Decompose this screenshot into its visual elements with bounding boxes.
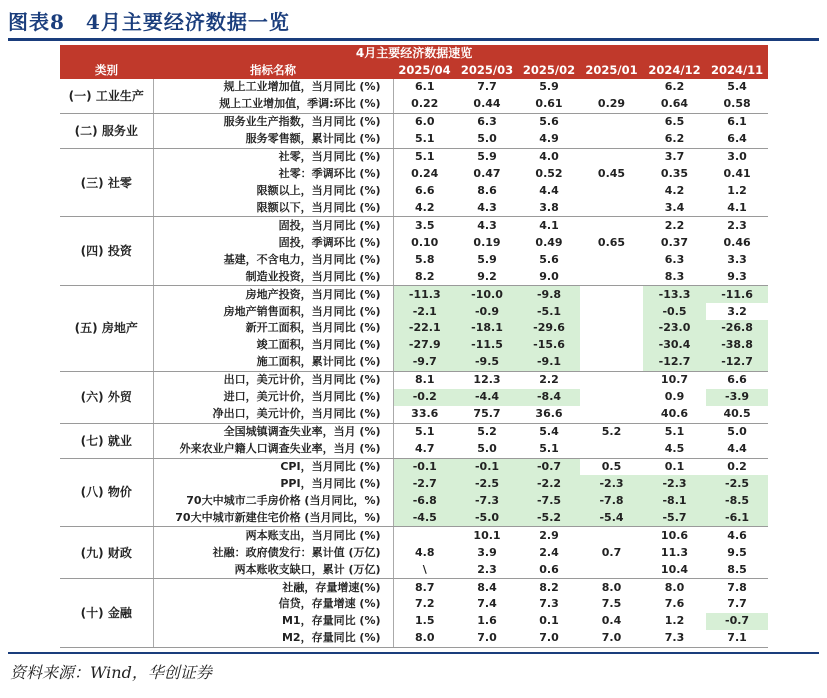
indicator-name: M2，存量同比 (%): [153, 630, 393, 647]
value-cell: -9.8: [518, 286, 580, 303]
value-cell: -6.1: [706, 509, 768, 526]
column-header: 2025/01: [580, 62, 643, 79]
value-cell: 4.6: [727, 528, 747, 542]
category-cell: (十) 金融: [60, 579, 153, 648]
value-cell: [580, 354, 643, 371]
value-cell: 2.3: [727, 218, 747, 232]
value-cell: 5.4: [727, 80, 747, 94]
table-row: [60, 389, 768, 406]
table-title: 4月主要经济数据速览: [60, 45, 768, 62]
value-cell: -8.1: [643, 492, 706, 509]
value-cell: -0.1: [393, 458, 456, 475]
value-cell: 0.46: [723, 235, 751, 249]
value-cell: [580, 131, 643, 148]
value-cell: 5.2: [477, 425, 497, 439]
indicator-name: 房地产投资，当月同比 (%): [153, 286, 393, 303]
value-cell: 7.0: [518, 630, 580, 647]
value-cell: 5.0: [727, 425, 747, 439]
value-cell: 4.1: [706, 199, 768, 216]
value-cell: -4.4: [456, 389, 518, 406]
value-cell: 6.1: [727, 115, 747, 129]
indicator-name: 限额以上，当月同比 (%): [153, 183, 393, 200]
value-cell: 12.3: [473, 373, 501, 387]
value-cell: -5.1: [518, 303, 580, 320]
value-cell: 5.1: [664, 425, 685, 439]
value-cell: 8.0: [664, 580, 685, 594]
value-cell: 9.2: [456, 268, 518, 285]
value-cell: 0.4: [601, 614, 622, 628]
value-cell: 7.3: [539, 597, 559, 611]
value-cell: 4.3: [477, 218, 497, 232]
value-cell: 8.7: [415, 580, 435, 594]
value-cell: 0.9: [664, 390, 685, 404]
value-cell: 3.3: [727, 252, 747, 266]
value-cell: 6.6: [415, 183, 435, 197]
table-row: [60, 596, 768, 613]
indicator-name: 净出口，美元计价，当月同比 (%): [153, 406, 393, 423]
column-header: 2025/02: [518, 62, 580, 79]
indicator-name: 新开工面积，当月同比 (%): [153, 320, 393, 337]
value-cell: -2.5: [706, 475, 768, 492]
value-cell: 9.3: [706, 268, 768, 285]
value-cell: -11.5: [456, 337, 518, 354]
category-cell: (七) 就业: [60, 423, 153, 458]
value-cell: 0.45: [597, 167, 626, 181]
value-cell: 3.7: [664, 150, 685, 164]
value-cell: 4.7: [393, 441, 456, 458]
value-cell: 3.4: [643, 199, 706, 216]
value-cell: 5.1: [415, 425, 435, 439]
value-cell: [580, 217, 643, 234]
value-cell: 0.1: [664, 459, 685, 473]
table-row: [60, 579, 768, 596]
value-cell: 3.5: [415, 218, 435, 232]
indicator-name: 服务零售额，累计同比 (%): [153, 131, 393, 148]
value-cell: -8.4: [518, 389, 580, 406]
category-cell: (六) 外贸: [60, 371, 153, 423]
indicator-name: 70大中城市新建住宅价格 (当月同比，%): [153, 509, 393, 526]
value-cell: 0.49: [535, 235, 563, 249]
table-row: [60, 217, 768, 234]
value-cell: 2.2: [539, 373, 559, 387]
value-cell: 4.3: [456, 199, 518, 216]
value-cell: 8.0: [393, 630, 456, 647]
table-row: [60, 423, 768, 440]
indicator-name: 70大中城市二手房价格 (当月同比，%): [153, 492, 393, 509]
indicator-name: 社零：季调环比 (%): [153, 166, 393, 183]
value-cell: 1.6: [477, 614, 497, 628]
value-cell: 2.2: [664, 218, 685, 232]
indicator-name: 社融：政府债发行：累计值 (万亿): [153, 544, 393, 561]
value-cell: [393, 527, 456, 544]
category-cell: (五) 房地产: [60, 286, 153, 372]
value-cell: 8.5: [706, 561, 768, 578]
value-cell: -0.9: [456, 303, 518, 320]
value-cell: [580, 303, 643, 320]
value-cell: 0.44: [456, 96, 518, 113]
category-cell: (一) 工业生产: [60, 79, 153, 113]
table-row: [60, 303, 768, 320]
value-cell: -0.7: [518, 458, 580, 475]
value-cell: -9.1: [518, 354, 580, 371]
value-cell: -15.6: [518, 337, 580, 354]
category-cell: (三) 社零: [60, 148, 153, 217]
value-cell: 0.24: [411, 167, 439, 181]
value-cell: 7.7: [727, 597, 747, 611]
value-cell: -5.7: [643, 509, 706, 526]
value-cell: -2.3: [580, 475, 643, 492]
value-cell: -27.9: [393, 337, 456, 354]
value-cell: -5.0: [456, 509, 518, 526]
indicator-name: 施工面积，累计同比 (%): [153, 354, 393, 371]
value-cell: 36.6: [518, 406, 580, 423]
value-cell: 0.19: [473, 235, 501, 249]
table-row: [60, 406, 768, 423]
category-cell: (二) 服务业: [60, 113, 153, 148]
value-cell: -29.6: [518, 320, 580, 337]
value-cell: -6.8: [393, 492, 456, 509]
value-cell: 0.37: [660, 235, 689, 249]
value-cell: -12.7: [643, 354, 706, 371]
category-cell: (八) 物价: [60, 458, 153, 527]
table-row: [60, 234, 768, 251]
value-cell: 2.9: [539, 528, 559, 542]
value-cell: 7.3: [643, 630, 706, 647]
table-row: [60, 79, 768, 96]
table-row: [60, 458, 768, 475]
value-cell: 8.3: [643, 268, 706, 285]
category-cell: (九) 财政: [60, 527, 153, 579]
value-cell: 4.4: [706, 441, 768, 458]
value-cell: 8.2: [393, 268, 456, 285]
value-cell: 4.4: [539, 183, 559, 197]
value-cell: -26.8: [706, 320, 768, 337]
value-cell: 7.4: [477, 597, 497, 611]
value-cell: [580, 183, 643, 200]
value-cell: 7.0: [456, 630, 518, 647]
value-cell: 7.7: [477, 80, 497, 94]
table-row: [60, 492, 768, 509]
value-cell: [580, 371, 643, 388]
table-row: [60, 441, 768, 458]
value-cell: 7.6: [664, 597, 685, 611]
value-cell: 0.22: [393, 96, 456, 113]
value-cell: 0.64: [643, 96, 706, 113]
source-rule: [8, 652, 819, 654]
table-row: [60, 544, 768, 561]
indicator-name: 规上工业增加值，当月同比 (%): [153, 79, 393, 96]
value-cell: -3.9: [706, 389, 768, 406]
value-cell: -8.5: [706, 492, 768, 509]
value-cell: 1.2: [664, 614, 685, 628]
table-row: [60, 183, 768, 200]
value-cell: 8.6: [477, 183, 497, 197]
figure-title: 图表8 4月主要经济数据一览: [8, 10, 290, 34]
value-cell: [580, 113, 643, 130]
value-cell: 75.7: [456, 406, 518, 423]
indicator-name: 进口，美元计价，当月同比 (%): [153, 389, 393, 406]
value-cell: [580, 286, 643, 303]
table-row: [60, 509, 768, 526]
indicator-name: 固投，当月同比 (%): [153, 217, 393, 234]
indicator-name: 竣工面积，当月同比 (%): [153, 337, 393, 354]
value-cell: 0.10: [411, 235, 439, 249]
value-cell: [580, 406, 643, 423]
column-header: 2024/11: [706, 62, 768, 79]
value-cell: 1.5: [415, 614, 435, 628]
value-cell: 0.29: [580, 96, 643, 113]
value-cell: 6.3: [477, 115, 497, 129]
value-cell: 10.4: [643, 561, 706, 578]
value-cell: 10.6: [660, 528, 689, 542]
value-cell: -5.4: [580, 509, 643, 526]
indicator-name: 社融，存量增速(%): [153, 579, 393, 596]
value-cell: -2.2: [518, 475, 580, 492]
indicator-name: 外来农业户籍人口调查失业率，当月 (%): [153, 441, 393, 458]
value-cell: [580, 320, 643, 337]
value-cell: 0.47: [473, 167, 501, 181]
table-row: [60, 371, 768, 388]
value-cell: -9.7: [393, 354, 456, 371]
table-row: [60, 475, 768, 492]
value-cell: -2.3: [643, 475, 706, 492]
value-cell: -12.7: [706, 354, 768, 371]
value-cell: 0.35: [660, 167, 689, 181]
value-cell: -11.6: [706, 286, 768, 303]
value-cell: 5.6: [539, 252, 559, 266]
value-cell: 7.0: [580, 630, 643, 647]
value-cell: -0.5: [643, 303, 706, 320]
value-cell: \: [393, 561, 456, 578]
indicator-name: CPI，当月同比 (%): [153, 458, 393, 475]
value-cell: 4.5: [643, 441, 706, 458]
value-cell: -5.2: [518, 509, 580, 526]
value-cell: -7.8: [580, 492, 643, 509]
value-cell: 0.2: [727, 459, 747, 473]
value-cell: 6.6: [727, 373, 747, 387]
value-cell: 8.2: [539, 580, 559, 594]
table-row: [60, 286, 768, 303]
table-row: [60, 561, 768, 578]
table-row: [60, 320, 768, 337]
value-cell: -13.3: [643, 286, 706, 303]
column-header: 2025/04: [393, 62, 456, 79]
column-header: 2025/03: [456, 62, 518, 79]
value-cell: 5.8: [415, 252, 435, 266]
indicator-name: 服务业生产指数，当月同比 (%): [153, 113, 393, 130]
indicator-name: 限额以下，当月同比 (%): [153, 199, 393, 216]
indicator-name: 出口，美元计价，当月同比 (%): [153, 371, 393, 388]
value-cell: -7.5: [518, 492, 580, 509]
value-cell: [580, 199, 643, 216]
table-row: [60, 96, 768, 113]
title-rule: [8, 38, 819, 41]
value-cell: -23.0: [643, 320, 706, 337]
value-cell: 0.5: [601, 459, 622, 473]
value-cell: -9.5: [456, 354, 518, 371]
value-cell: -0.2: [393, 389, 456, 406]
value-cell: 9.5: [727, 545, 747, 559]
value-cell: 2.4: [539, 545, 559, 559]
table-row: [60, 148, 768, 165]
value-cell: -2.5: [456, 475, 518, 492]
value-cell: 4.9: [518, 131, 580, 148]
economic-data-table: [60, 45, 768, 648]
value-cell: 3.9: [477, 545, 497, 559]
indicator-name: PPI，当月同比 (%): [153, 475, 393, 492]
value-cell: -11.3: [393, 286, 456, 303]
value-cell: -0.7: [706, 613, 768, 630]
value-cell: 40.6: [643, 406, 706, 423]
value-cell: 4.2: [664, 183, 685, 197]
value-cell: 5.2: [601, 425, 622, 439]
value-cell: 5.9: [539, 80, 559, 94]
indicator-name: 制造业投资，当月同比 (%): [153, 268, 393, 285]
value-cell: 0.52: [535, 167, 563, 181]
value-cell: 7.2: [415, 597, 435, 611]
value-cell: 6.2: [643, 131, 706, 148]
value-cell: 11.3: [660, 545, 689, 559]
column-header: 2024/12: [643, 62, 706, 79]
value-cell: 7.1: [706, 630, 768, 647]
table-row: [60, 131, 768, 148]
indicator-name: 两本账收支缺口，累计 (万亿): [153, 561, 393, 578]
value-cell: -0.1: [456, 458, 518, 475]
value-cell: [580, 148, 643, 165]
value-cell: 3.2: [727, 304, 747, 318]
category-cell: (四) 投资: [60, 217, 153, 286]
indicator-name: 房地产销售面积，当月同比 (%): [153, 303, 393, 320]
value-cell: 0.6: [518, 561, 580, 578]
value-cell: 8.0: [601, 580, 622, 594]
value-cell: 2.3: [456, 561, 518, 578]
value-cell: [580, 79, 643, 96]
value-cell: 0.7: [601, 545, 622, 559]
value-cell: [580, 527, 643, 544]
value-cell: 6.3: [664, 252, 685, 266]
value-cell: [580, 337, 643, 354]
value-cell: 5.1: [415, 150, 435, 164]
table-row: [60, 251, 768, 268]
table-row: [60, 268, 768, 285]
table-row: [60, 527, 768, 544]
value-cell: 1.2: [727, 183, 747, 197]
value-cell: 6.5: [664, 115, 685, 129]
value-cell: 6.2: [664, 80, 685, 94]
value-cell: 0.1: [539, 614, 559, 628]
indicator-name: M1，存量同比 (%): [153, 613, 393, 630]
value-cell: 5.1: [518, 441, 580, 458]
value-cell: 8.1: [415, 373, 435, 387]
value-cell: 6.4: [706, 131, 768, 148]
table-row: [60, 337, 768, 354]
value-cell: [580, 251, 643, 268]
table-row: [60, 199, 768, 216]
value-cell: 10.7: [660, 373, 689, 387]
value-cell: -2.7: [393, 475, 456, 492]
indicator-name: 社零，当月同比 (%): [153, 148, 393, 165]
value-cell: -38.8: [706, 337, 768, 354]
value-cell: 0.65: [597, 235, 626, 249]
table-row: [60, 354, 768, 371]
value-cell: 40.5: [706, 406, 768, 423]
value-cell: -10.0: [456, 286, 518, 303]
column-header: 指标名称: [153, 62, 393, 79]
value-cell: 10.1: [473, 528, 501, 542]
value-cell: -2.1: [393, 303, 456, 320]
value-cell: 5.6: [539, 115, 559, 129]
value-cell: -18.1: [456, 320, 518, 337]
value-cell: 3.0: [727, 150, 747, 164]
indicator-name: 两本账支出，当月同比 (%): [153, 527, 393, 544]
value-cell: 0.41: [723, 167, 751, 181]
value-cell: [580, 561, 643, 578]
header-row: [60, 62, 768, 79]
value-cell: 4.2: [393, 199, 456, 216]
value-cell: 9.0: [518, 268, 580, 285]
indicator-name: 基建，不含电力，当月同比 (%): [153, 251, 393, 268]
table-row: [60, 113, 768, 130]
value-cell: 5.0: [456, 131, 518, 148]
value-cell: 3.8: [518, 199, 580, 216]
value-cell: 33.6: [393, 406, 456, 423]
table-row: [60, 166, 768, 183]
source-note: 资料来源：Wind，华创证券: [10, 663, 212, 682]
value-cell: 4.8: [415, 545, 435, 559]
value-cell: 0.61: [518, 96, 580, 113]
table-row: [60, 613, 768, 630]
value-cell: 5.1: [393, 131, 456, 148]
column-header: 类别: [60, 62, 153, 79]
value-cell: 0.58: [706, 96, 768, 113]
value-cell: 6.0: [415, 115, 435, 129]
value-cell: -30.4: [643, 337, 706, 354]
indicator-name: 规上工业增加值，季调:环比 (%): [153, 96, 393, 113]
value-cell: 5.4: [539, 425, 559, 439]
indicator-name: 信贷，存量增速 (%): [153, 596, 393, 613]
value-cell: 4.1: [539, 218, 559, 232]
value-cell: 7.8: [727, 580, 747, 594]
table-body: [60, 79, 768, 647]
value-cell: [580, 268, 643, 285]
value-cell: 5.0: [456, 441, 518, 458]
value-cell: [580, 389, 643, 406]
value-cell: 5.9: [477, 150, 497, 164]
value-cell: -7.3: [456, 492, 518, 509]
value-cell: -22.1: [393, 320, 456, 337]
value-cell: 8.4: [477, 580, 497, 594]
table-row: [60, 630, 768, 647]
indicator-name: 固投，季调环比 (%): [153, 234, 393, 251]
value-cell: -4.5: [393, 509, 456, 526]
value-cell: 5.9: [477, 252, 497, 266]
value-cell: [580, 441, 643, 458]
indicator-name: 全国城镇调查失业率，当月 (%): [153, 423, 393, 440]
value-cell: 6.1: [415, 80, 435, 94]
value-cell: 4.0: [539, 150, 559, 164]
value-cell: 7.5: [601, 597, 622, 611]
